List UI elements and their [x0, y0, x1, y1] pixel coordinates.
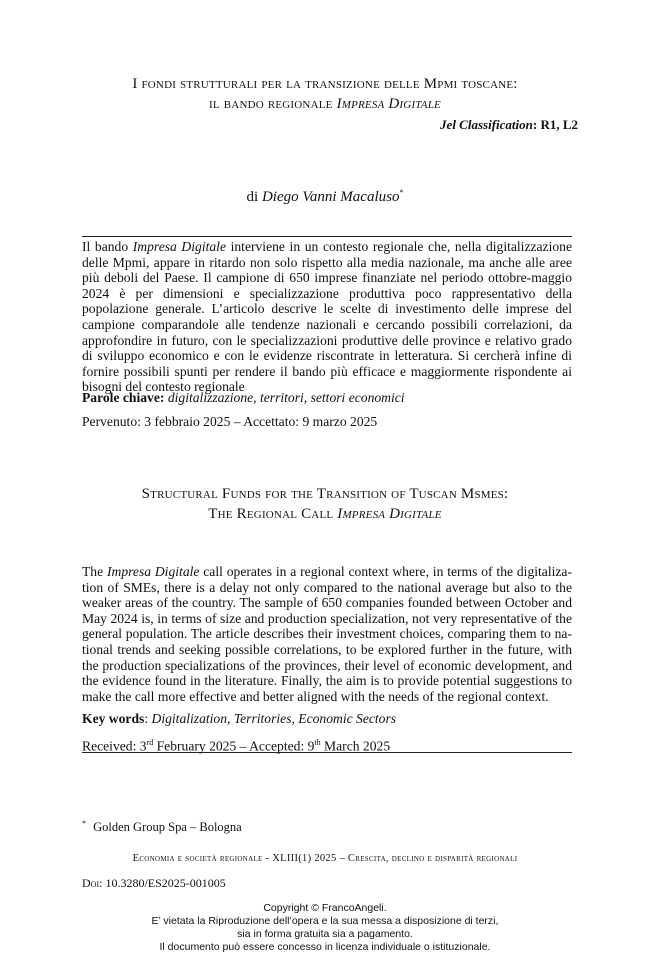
- accepted-suffix: March 2025: [320, 738, 391, 754]
- italian-keywords-value: digitalizzazione, territori, settori economici: [167, 390, 405, 405]
- english-title: [0, 484, 650, 524]
- copyright-line2: E’ vietata la Riproduzione dell’opera e la sua messa a disposizione di terzi,: [151, 915, 499, 927]
- english-title-line1: Structural Funds for the Transition of Tuscan Msmes:: [141, 486, 509, 502]
- journal-running-footer: Economia e società regionale - XLIII(1) 2025 – Crescita, declino e disparità regionali: [132, 853, 518, 864]
- author-footnote-mark: *: [399, 188, 404, 197]
- english-keywords-label: Key words: [82, 711, 145, 726]
- copyright-notice: [0, 902, 650, 954]
- italian-title-line1: I fondi strutturali per la transizione delle Mpmi toscane:: [132, 76, 518, 92]
- english-title-line2-prefix: The Regional Call: [208, 506, 334, 522]
- english-keywords-sep: :: [144, 711, 152, 726]
- english-abstract-intro-italic: Impresa Digitale: [106, 564, 200, 579]
- italian-abstract-intro: Il bando: [82, 239, 129, 254]
- italian-abstract: [82, 239, 572, 395]
- italian-title: [0, 74, 650, 114]
- italian-abstract-top-rule: [82, 236, 572, 237]
- english-keywords: [82, 711, 572, 727]
- english-keywords-value: Digitalization, Territories, Economic Sectors: [151, 711, 397, 726]
- copyright-line1: Copyright © FrancoAngeli.: [263, 902, 387, 914]
- author-prefix: di: [246, 189, 259, 205]
- copyright-line4: Il documento può essere concesso in licenza individuale o istituzionale.: [159, 941, 491, 953]
- italian-abstract-text: interviene in un contesto regionale che, nella digitalizzazione delle Mpmi, appare in ritardo non solo rispetto alla media nazionale, ma anche alle aree più deboli del Paese. Il campione di 650 imprese finanziate nel periodo ottobre-maggio 2024 è per dimensioni e specializzazione produttiva poco rappresentativo della popolazione generale. L’articolo descrive le scelte di investimento delle imprese del campione comparandole alle tendenze nazionali e cercando possibili correlazioni, da approfondire in futuro, con le specializzazioni produttive delle province e relativo grado di sviluppo economico e con le evidenze riscontrate in letteratura. Si cercherà infine di fornire possibili spunti per rendere il bando più efficace e maggiormente rispondente ai bisogni del contesto regionale: [82, 239, 572, 395]
- italian-keywords-label: Parole chiave:: [82, 390, 165, 405]
- english-abstract-intro: The: [82, 564, 104, 579]
- received-prefix: Received: 3: [82, 738, 147, 754]
- english-abstract-bottom-rule: [82, 752, 572, 753]
- copyright-line3: sia in forma gratuita sia a pagamento.: [237, 928, 413, 940]
- jel-label: Jel Classification: [440, 117, 533, 132]
- author-footnote: [82, 819, 242, 835]
- english-abstract: [82, 564, 572, 704]
- received-suffix: February 2025 – Accepted: 9: [153, 738, 315, 754]
- author-name: Diego Vanni Macaluso: [261, 189, 400, 205]
- jel-codes: : R1, L2: [532, 117, 578, 132]
- english-title-line2: [0, 504, 650, 524]
- jel-classification: [440, 117, 578, 133]
- italian-abstract-intro-italic: Impresa Digitale: [132, 239, 226, 254]
- italian-title-line2-prefix: il bando regionale: [209, 96, 333, 112]
- footnote-mark: *: [82, 819, 86, 828]
- footnote-text: Golden Group Spa – Bologna: [93, 820, 242, 835]
- italian-keywords: [82, 390, 572, 406]
- doi: Doi: 10.3280/ES2025-001005: [82, 876, 226, 890]
- italian-title-line2-italic: Impresa Digitale: [336, 96, 441, 112]
- english-title-line2-italic: Impresa Digitale: [337, 506, 442, 522]
- accepted-sup: th: [314, 738, 321, 747]
- italian-dates: Pervenuto: 3 febbraio 2025 – Accettato: 9 marzo 2025: [82, 414, 378, 429]
- italian-title-line2: [0, 94, 650, 114]
- author-line: [0, 188, 650, 206]
- received-sup: rd: [146, 738, 154, 747]
- english-abstract-text: call operates in a regional context where, in terms of the digitalization of SMEs, there is a delay not only compared to the national average but also to the weaker areas of the country. The sample of 650 companies founded between October and May 2024 is, in terms of size and production specialization, not very representative of the general population. The article describes their investment choices, comparing them to national trends and seeking possible correlations, to be explored further in the future, with the production specializations of the provinces, their level of economic development, and the evidence found in the literature. Finally, the aim is to provide potential suggestions to make the call more effective and better aligned with the needs of the regional context.: [82, 564, 572, 704]
